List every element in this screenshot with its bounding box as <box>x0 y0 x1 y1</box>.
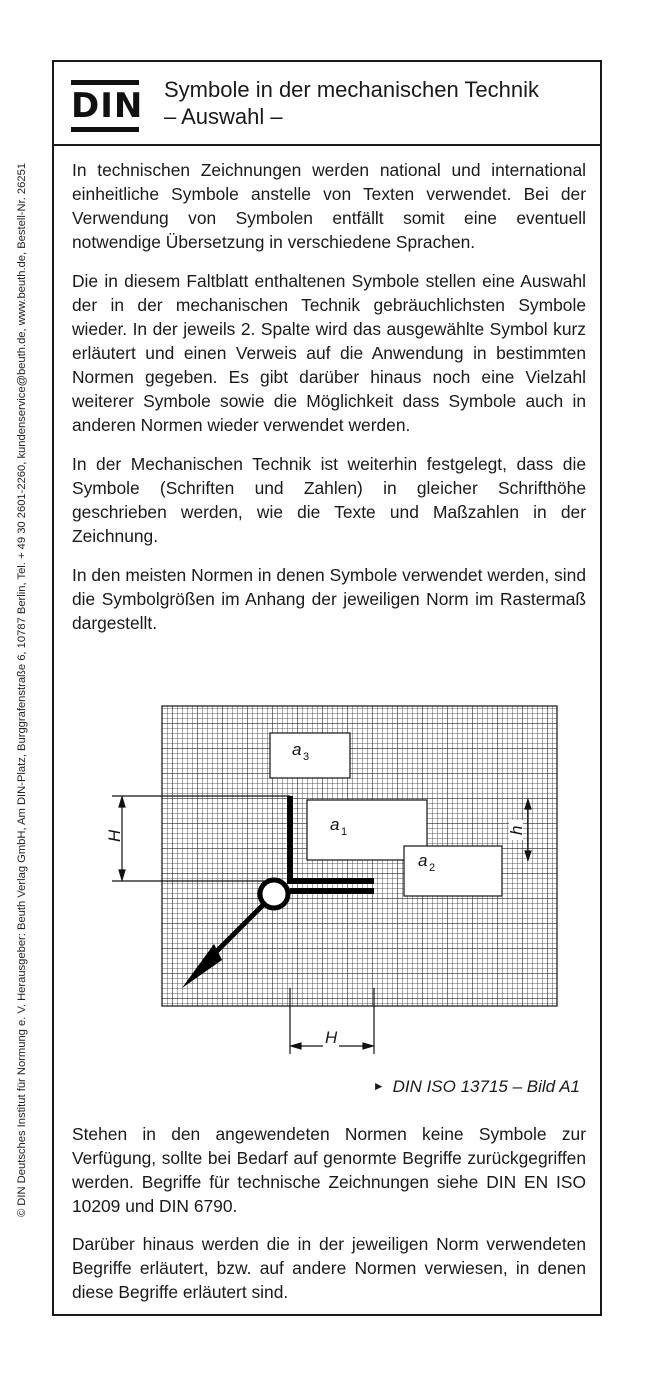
din-logo <box>71 80 144 132</box>
paragraph: Stehen in den angewendeten Normen keine Symbole zur Verfügung, sollte bei Bedarf auf genormte Begriffe zurückgegriffen werden. Begriffe für technische Zeichnungen siehe DIN EN ISO 10209 und DIN 6790. <box>72 1124 586 1216</box>
din-logo-text: DIN <box>71 86 144 126</box>
closing-text <box>72 1122 586 1318</box>
paragraph: Die in diesem Faltblatt enthaltenen Symbole stellen eine Auswahl der in der mechanischen Technik gebräuchlichsten Symbole wieder. In der jeweils 2. Spalte wird das ausgewählte Symbol kurz erläutert und einen Verweis auf die Anwendung in bestimmten Normen gegeben. Es gibt darüber hinaus noch eine Vielzahl weiterer Symbole sowie die Möglichkeit dass Symbole auch in anderen Normen wieder verwendet werden. <box>72 271 586 435</box>
label-a1-sub: 1 <box>341 826 348 838</box>
paragraph: Darüber hinaus werden die in der jeweiligen Norm verwendeten Begriffe erläutert, bzw. auf andere Normen verwiesen, in denen diese Begriffe erläutert sind. <box>72 1234 586 1302</box>
symbol-grid-diagram <box>105 698 602 1078</box>
caption-text: DIN ISO 13715 – Bild A1 <box>392 1077 580 1096</box>
label-h: h <box>507 825 526 835</box>
label-a1: a <box>330 815 340 834</box>
label-H-left: H <box>105 829 124 842</box>
page-title <box>164 76 539 130</box>
label-a2-sub: 2 <box>429 862 436 874</box>
paragraph: In technischen Zeichnungen werden national und international einheitliche Symbole anstelle von Texten verwendet. Bei der Verwendung von Symbolen entfällt somit eine eventuell notwendige Übersetzung in verschiedene Sprachen. <box>72 160 586 252</box>
figure-caption <box>373 1075 580 1098</box>
paragraph: In den meisten Normen in denen Symbole verwendet werden, sind die Symbolgrößen im Anhang der jeweiligen Norm im Rastermaß dargestellt. <box>72 565 586 633</box>
grid-figure <box>105 698 602 1078</box>
title-line-2: – Auswahl – <box>164 104 283 129</box>
intro-text <box>72 158 586 650</box>
header <box>54 62 600 146</box>
label-a3-sub: 3 <box>303 751 310 763</box>
paragraph: In der Mechanischen Technik ist weiterhin festgelegt, dass die Symbole (Schriften und Zahlen) in gleicher Schrifthöhe geschrieben werden, wie die Texte und Maßzahlen in der Zeichnung. <box>72 454 586 546</box>
title-line-1: Symbole in der mechanischen Technik <box>164 77 540 102</box>
label-H-bottom: H <box>325 1028 338 1047</box>
label-a3: a <box>292 740 302 759</box>
publisher-imprint: © DIN Deutsches Institut für Normung e. V. Herausgeber: Beuth Verlag GmbH, Am DIN-Platz, Burggrafenstraße 6, 10787 Berlin, Tel. + 49 30 2601-2260, kundenservice@beuth.de, www.beuth.de, Bestell-Nr. 26251 <box>16 162 28 1218</box>
caption-marker-icon: ► <box>372 1079 385 1093</box>
leaflet-frame <box>52 60 602 1316</box>
label-a2: a <box>418 851 428 870</box>
